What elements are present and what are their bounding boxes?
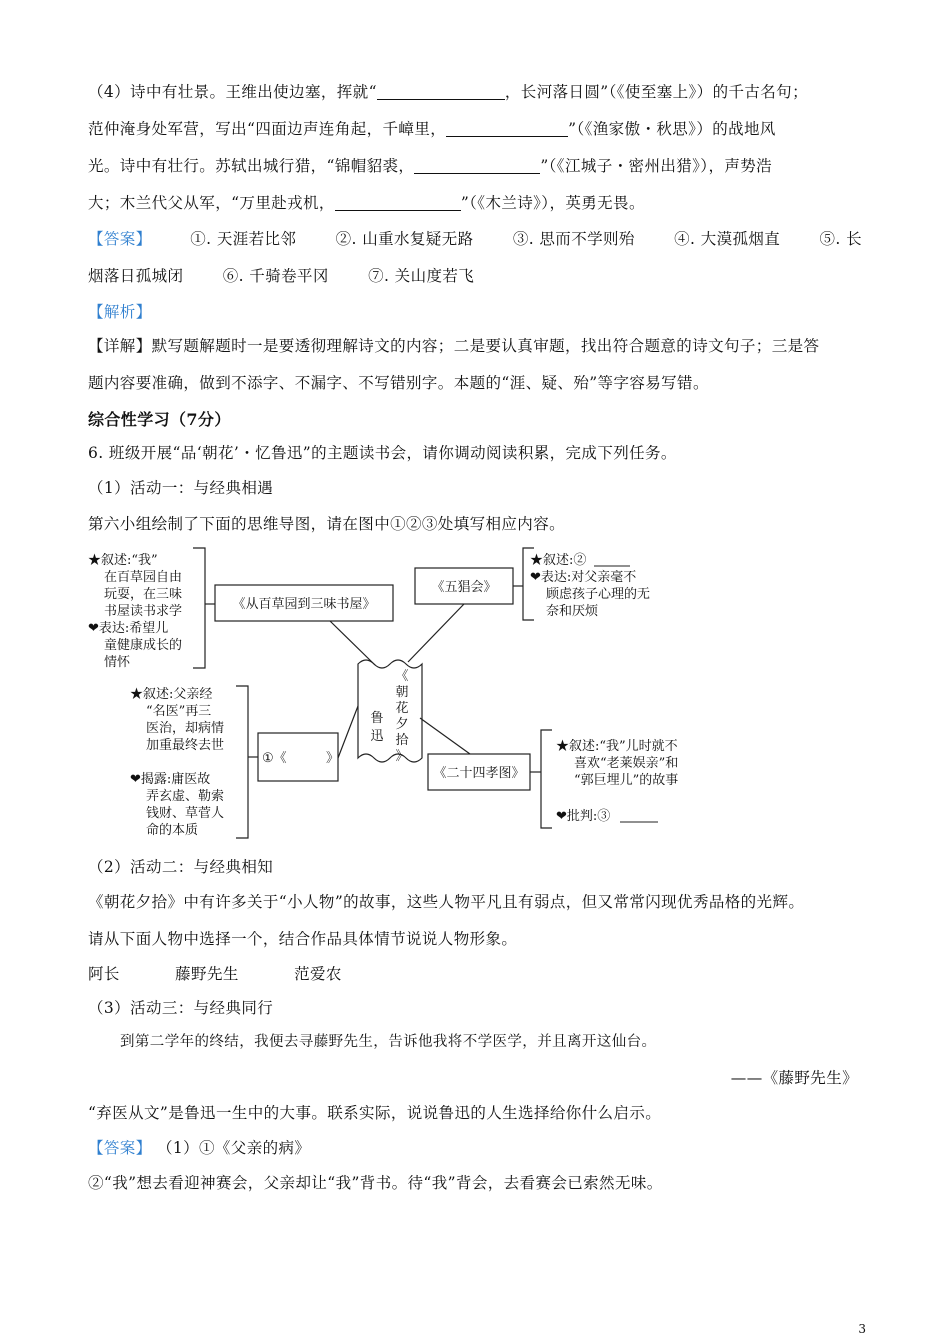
text: ”（《木兰诗》），英勇无畏。 xyxy=(460,194,645,212)
node1-note: 在百草园自由 xyxy=(104,570,183,585)
node3-note: 医治，却病情 xyxy=(146,721,225,736)
node2-label: 《五猖会》 xyxy=(431,580,497,595)
people-list xyxy=(88,956,878,993)
answer-item: ⑦. 关山度若飞 xyxy=(368,267,475,285)
node1-note: 童健康成长的 xyxy=(104,638,183,653)
activity-2-line-1: 《朝花夕拾》中有许多关于“小人物”的故事，这些人物平凡且有弱点，但又常常闪现优秀品格的光辉。 xyxy=(88,893,805,911)
activity-1-title: （1）活动一：与经典相遇 xyxy=(88,479,274,497)
analysis-line-2: 题内容要准确，做到不添字、不漏字、不写错别字。本题的“涯、疑、殆”等字容易写错。 xyxy=(88,374,709,392)
node2-note: 奈和厌烦 xyxy=(546,604,599,619)
node3-label: ①《 xyxy=(262,751,287,766)
node1-label: 《从百草园到三味书屋》 xyxy=(232,597,376,612)
answer-item: ④. 大漠孤烟直 xyxy=(674,230,781,248)
answer-item: ①. 天涯若比邻 xyxy=(190,230,297,248)
node3-note: ❤揭露:庸医故 xyxy=(130,772,211,787)
node3-note: 加重最终去世 xyxy=(146,738,225,753)
node1-notes xyxy=(193,548,205,668)
connector xyxy=(420,718,470,754)
center-author-char: 迅 xyxy=(370,729,384,744)
analysis-tag: 【解析】 xyxy=(88,303,152,321)
node4-note: ★叙述:“我”儿时就不 xyxy=(556,739,678,754)
text: ，长河落日圆”（《使至塞上》）的千古名句； xyxy=(504,83,808,101)
answer-item: 烟落日孤城闭 xyxy=(88,267,184,285)
text: ”（《渔家傲・秋思》）的战地风 xyxy=(568,120,776,138)
answer-text: （1）①《父亲的病》 xyxy=(156,1139,311,1157)
text: （4）诗中有壮景。王维出使边塞，挥就“ xyxy=(88,83,377,101)
answer-2-line-2: ②“我”想去看迎神赛会，父亲却让“我”背书。待“我”背会，去看赛会已索然无味。 xyxy=(88,1174,663,1192)
node4-note: “郭巨埋儿”的故事 xyxy=(574,773,679,788)
activity-3-title: （3）活动三：与经典同行 xyxy=(88,999,274,1017)
node4-bracket xyxy=(541,730,552,828)
connector xyxy=(338,706,358,758)
center-node xyxy=(358,660,422,762)
text: ”（《江城子・密州出猎》），声势浩 xyxy=(540,157,773,175)
center-title-char: 花 xyxy=(395,701,409,716)
node3-bracket xyxy=(236,686,248,838)
center-title-char: 》 xyxy=(395,749,409,764)
answer-2-line-1 xyxy=(88,1130,878,1167)
answer-item: ③. 思而不学则殆 xyxy=(512,230,635,248)
node3-note: 弄玄虚、勒索 xyxy=(146,789,225,804)
activity-2-title: （2）活动二：与经典相知 xyxy=(88,858,274,876)
center-author-char: 鲁 xyxy=(370,711,384,726)
person-option: 范爱农 xyxy=(294,965,342,983)
node3-note: 命的本质 xyxy=(146,823,199,838)
quote-source: ——《藤野先生》 xyxy=(730,1069,858,1087)
quote: 到第二学年的终结，我便去寻藤野先生，告诉他我将不学医学，并且离开这仙台。 xyxy=(120,1034,657,1050)
connector xyxy=(408,604,464,662)
node1-note: 玩耍，在三味 xyxy=(104,587,183,602)
node4-note: 喜欢“老莱娱亲”和 xyxy=(574,756,679,771)
node3-note: “名医”再三 xyxy=(146,704,212,719)
section-heading: 综合性学习（7分） xyxy=(88,410,231,429)
person-option: 藤野先生 xyxy=(175,965,239,983)
activity-3-prompt: “弃医从文”是鲁迅一生中的大事。联系实际，说说鲁迅的人生选择给你什么启示。 xyxy=(88,1104,662,1122)
answer-item: ⑤. 长 xyxy=(819,230,862,248)
text: 光。诗中有壮行。苏轼出城行猎，“锦帽貂裘， xyxy=(88,157,415,175)
answer-tag: 【答案】 xyxy=(88,1139,152,1157)
node4-label: 《二十四孝图》 xyxy=(433,766,525,781)
text: 大；木兰代父从军，“万里赴戎机， xyxy=(88,194,335,212)
node1-note: ★叙述:“我” xyxy=(88,553,158,568)
q6-intro: 6. 班级开展“品‘朝花’・忆鲁迅”的主题读书会，请你调动阅读积累，完成下列任务。 xyxy=(88,444,677,462)
node3-close: 》 xyxy=(326,751,340,766)
connector xyxy=(330,621,375,665)
page-number: 3 xyxy=(858,1322,866,1336)
node2-note: ★叙述:② xyxy=(530,553,587,568)
answer-item: ②. 山重水复疑无路 xyxy=(335,230,474,248)
node4-note: ❤批判:③ xyxy=(556,809,611,824)
node1-note: 书屋读书求学 xyxy=(104,604,183,619)
node3-note: 钱财、草菅人 xyxy=(146,806,225,821)
center-title-char: 朝 xyxy=(395,685,409,700)
center-title-char: 《 xyxy=(395,669,409,684)
node2-note: ❤表达:对父亲毫不 xyxy=(530,570,637,585)
answer-tag: 【答案】 xyxy=(88,230,152,248)
node2-note: 顾虑孩子心理的无 xyxy=(546,587,651,602)
node3-note: ★叙述:父亲经 xyxy=(130,687,213,702)
person-option: 阿长 xyxy=(88,965,120,983)
analysis-line-1: 【详解】默写题解题时一是要透彻理解诗文的内容；二是要认真审题，找出符合题意的诗文句子；三是答 xyxy=(88,337,820,355)
node1-note: ❤表达:希望儿 xyxy=(88,621,169,636)
text: 范仲淹身处军营，写出“四面边声连角起，千嶂里， xyxy=(88,120,447,138)
node1-note: 情怀 xyxy=(104,655,131,670)
activity-1-desc: 第六小组绘制了下面的思维导图，请在图中①②③处填写相应内容。 xyxy=(88,515,566,533)
center-title-char: 夕 xyxy=(395,717,409,732)
center-title-char: 拾 xyxy=(395,733,409,748)
answer-item: ⑥. 千骑卷平冈 xyxy=(222,267,329,285)
activity-2-line-2: 请从下面人物中选择一个，结合作品具体情节说说人物形象。 xyxy=(88,930,518,948)
